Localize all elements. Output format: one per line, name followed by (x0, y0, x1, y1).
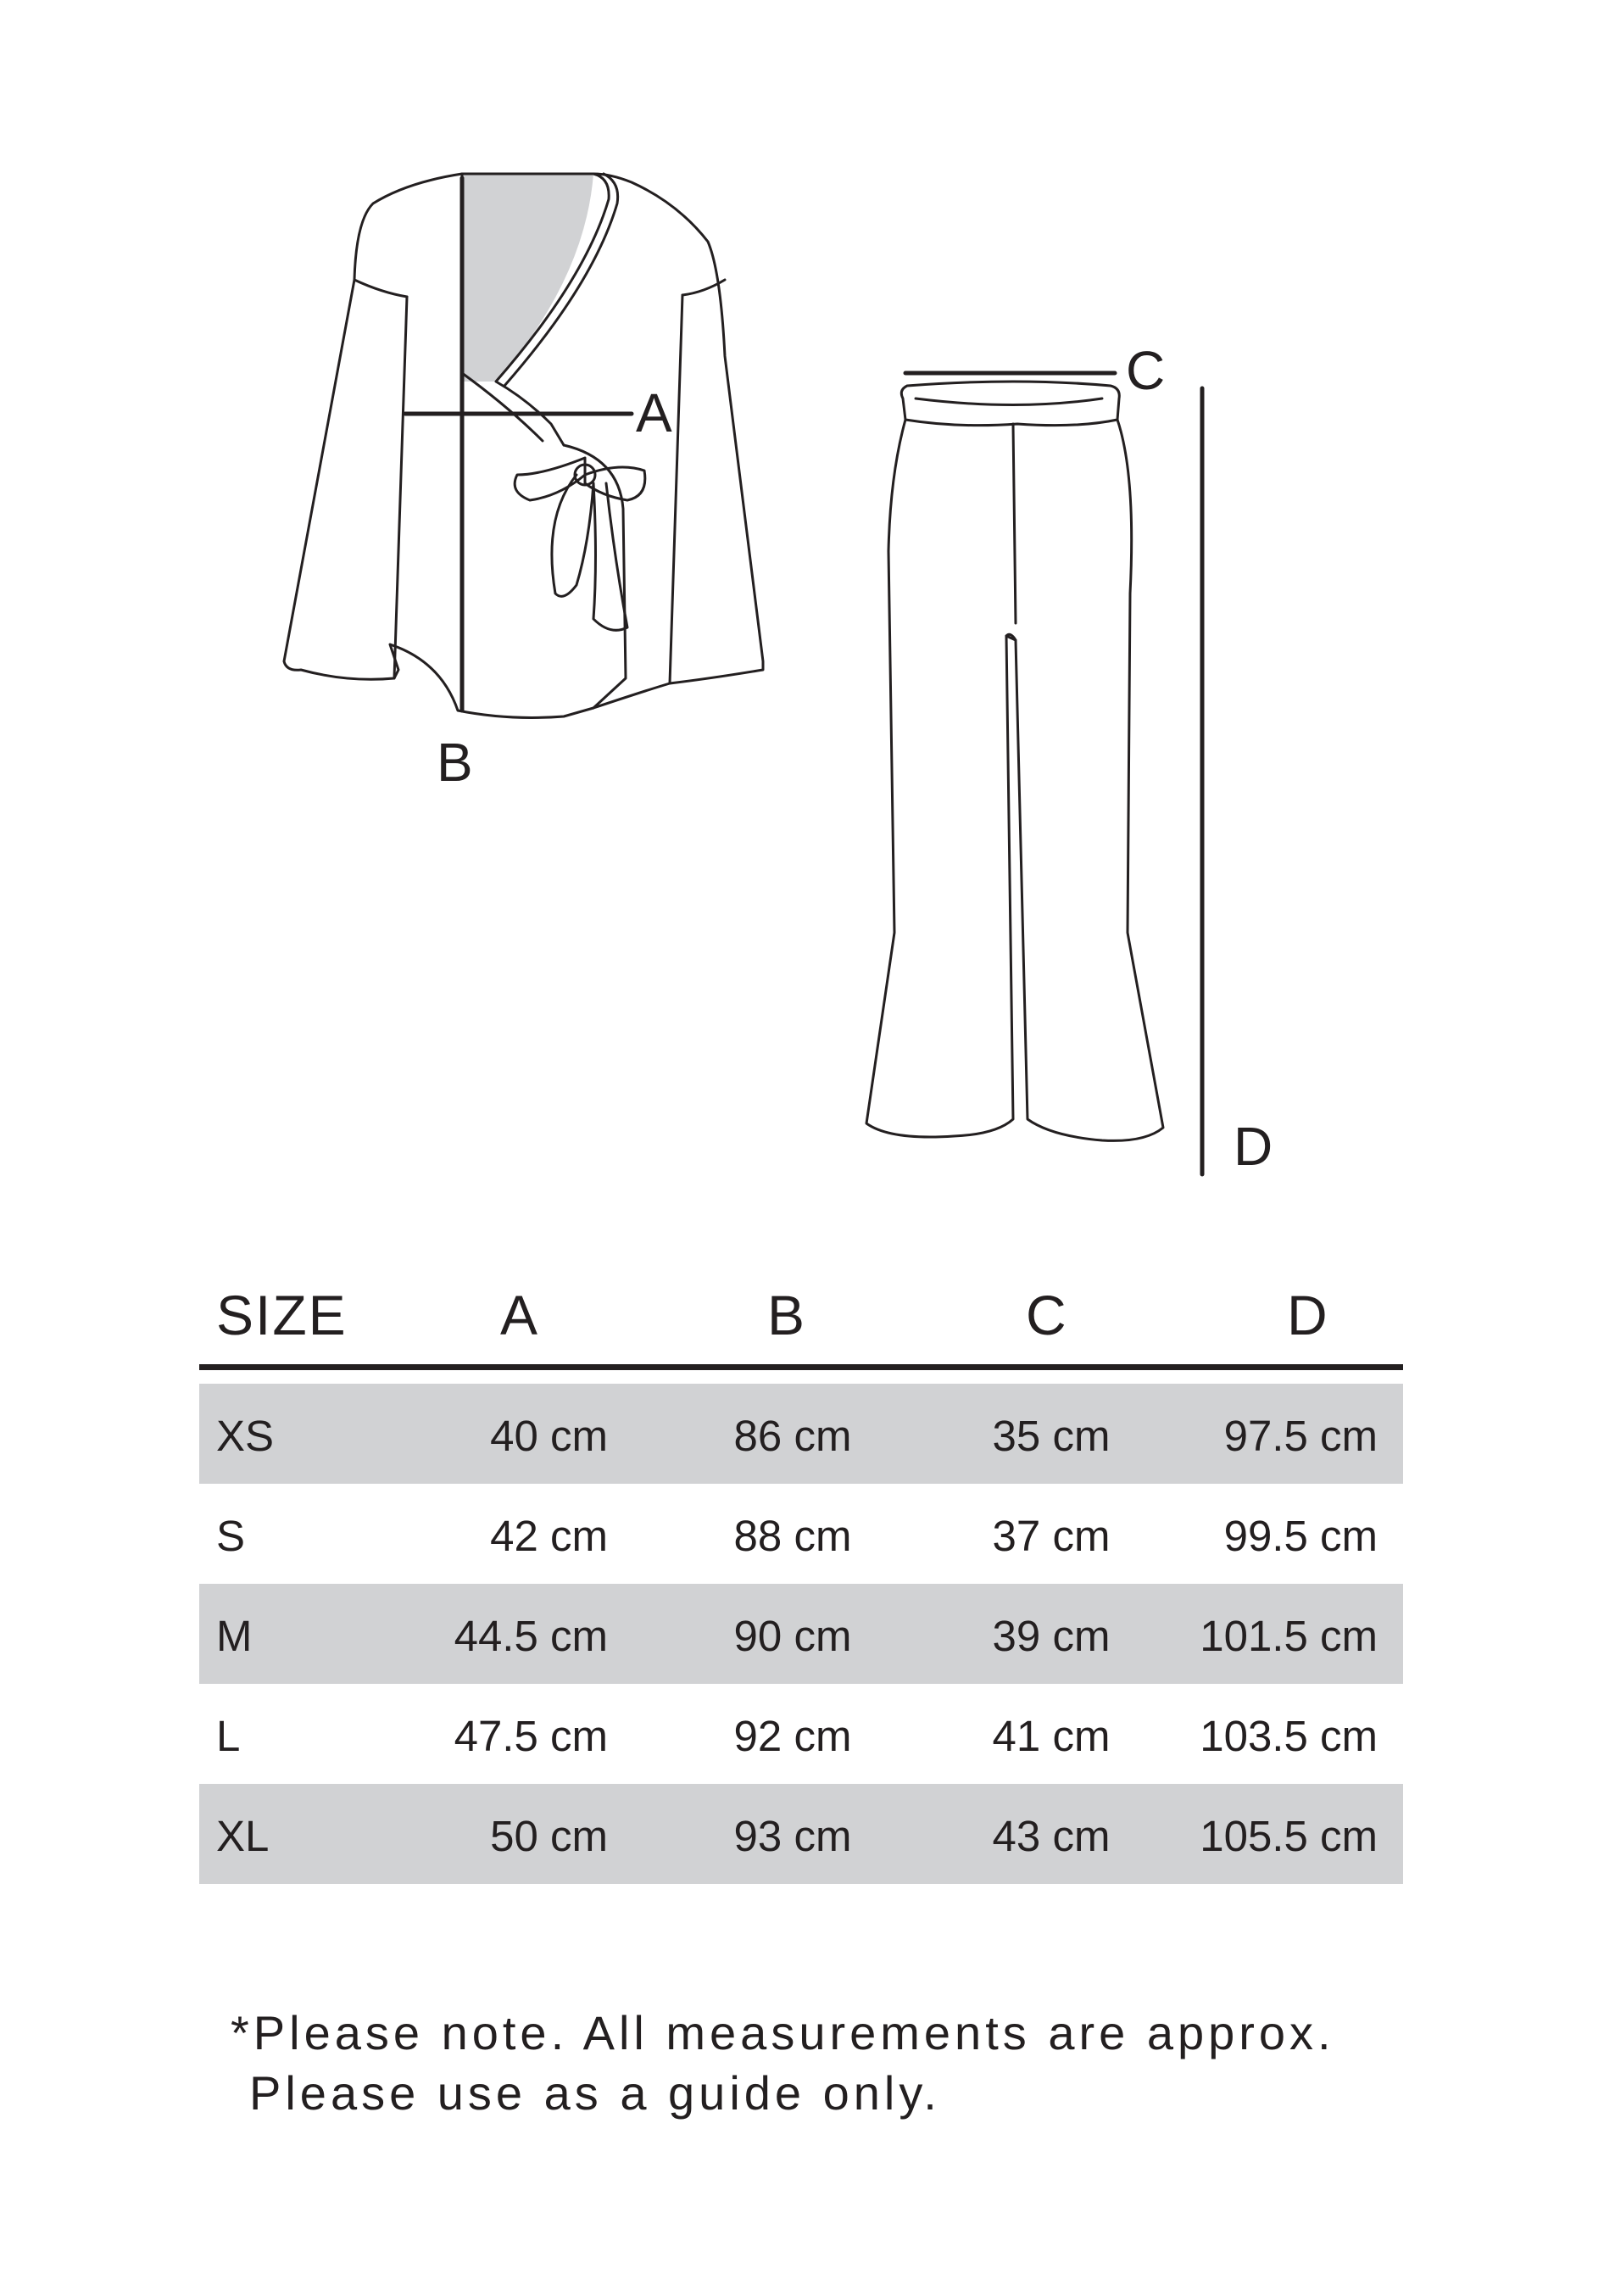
cell-a: 42 cm (490, 1512, 608, 1560)
table-row (199, 1684, 1403, 1784)
cell-c: 39 cm (992, 1612, 1111, 1660)
dimension-label-c: C (1126, 340, 1166, 401)
cell-d: 101.5 cm (1200, 1612, 1378, 1660)
header-c: C (1026, 1284, 1068, 1346)
header-rule (199, 1364, 1403, 1370)
cell-b: 92 cm (733, 1712, 852, 1760)
cell-b: 93 cm (733, 1812, 852, 1860)
wrap-jacket-drawing (284, 174, 763, 717)
cell-size: XL (216, 1812, 270, 1860)
table-header (199, 1272, 1403, 1367)
cell-size: S (216, 1512, 246, 1560)
cell-a: 44.5 cm (454, 1612, 608, 1660)
cell-b: 86 cm (733, 1412, 852, 1460)
dimension-label-b: B (437, 732, 473, 793)
table-row (199, 1784, 1403, 1884)
cell-b: 88 cm (733, 1512, 852, 1560)
footnote (231, 2003, 1335, 2123)
footnote-line-1: *Please note. All measurements are approx. (231, 2006, 1335, 2059)
cell-d: 103.5 cm (1200, 1712, 1378, 1760)
header-d: D (1287, 1284, 1329, 1346)
cell-c: 43 cm (992, 1812, 1111, 1860)
table-row (199, 1484, 1403, 1584)
cell-b: 90 cm (733, 1612, 852, 1660)
table-row (199, 1584, 1403, 1684)
cell-c: 37 cm (992, 1512, 1111, 1560)
trousers-drawing (866, 382, 1163, 1140)
dimension-label-d: D (1234, 1116, 1273, 1177)
cell-d: 105.5 cm (1200, 1812, 1378, 1860)
cell-size: XS (216, 1412, 275, 1460)
cell-c: 35 cm (992, 1412, 1111, 1460)
cell-a: 47.5 cm (454, 1712, 608, 1760)
header-size: SIZE (216, 1284, 348, 1346)
cell-a: 40 cm (490, 1412, 608, 1460)
table-row (199, 1384, 1403, 1484)
cell-d: 97.5 cm (1223, 1412, 1378, 1460)
size-chart-table (199, 1272, 1403, 1884)
footnote-line-2: Please use as a guide only. (249, 2066, 941, 2120)
dimension-label-a: A (636, 382, 672, 443)
cell-size: M (216, 1612, 253, 1660)
cell-c: 41 cm (992, 1712, 1111, 1760)
cell-size: L (216, 1712, 241, 1760)
header-a: A (500, 1284, 540, 1346)
cell-a: 50 cm (490, 1812, 608, 1860)
cell-d: 99.5 cm (1223, 1512, 1378, 1560)
header-b: B (767, 1284, 807, 1346)
